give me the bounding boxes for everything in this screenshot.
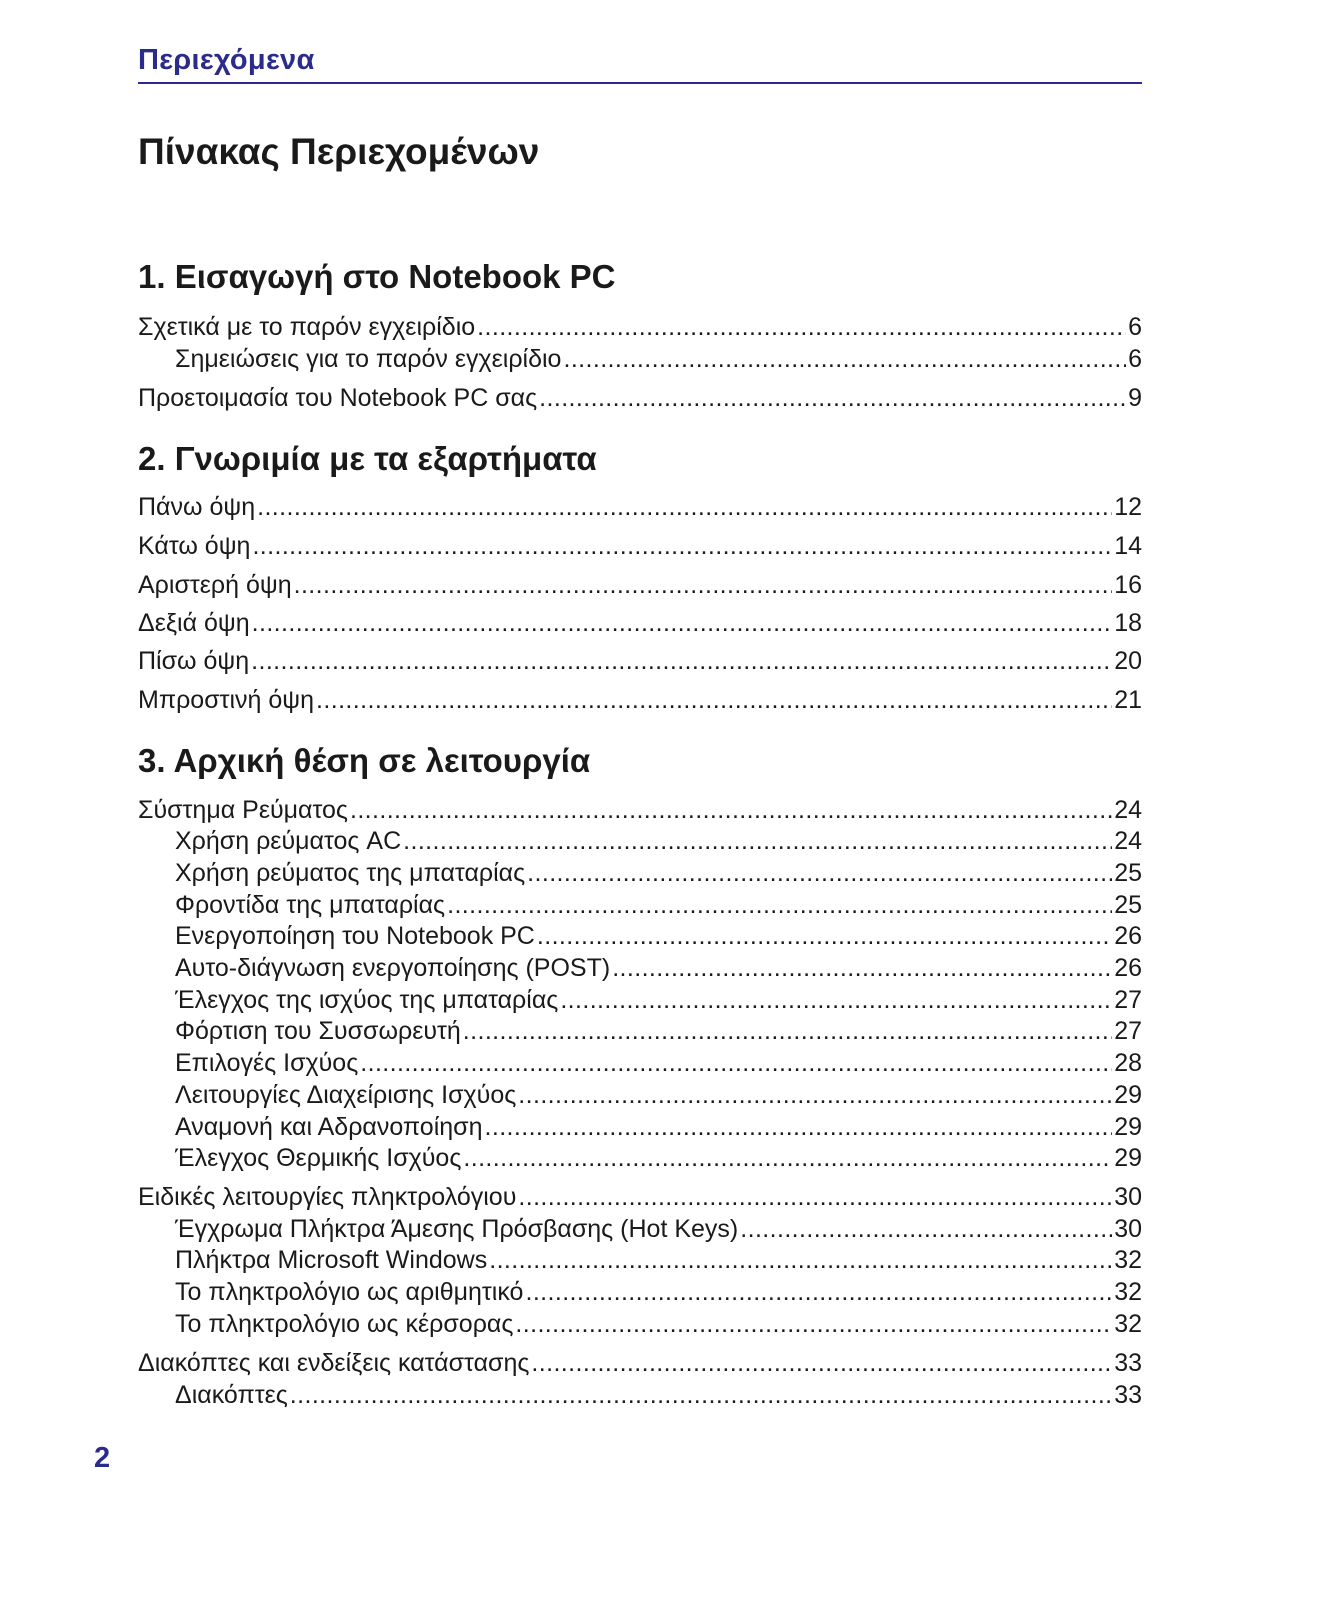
toc-entry-page: 30 [1114, 1183, 1142, 1211]
toc-entry-label: Αναμονή και Αδρανοποίηση [175, 1113, 483, 1141]
dot-leader [539, 383, 1126, 413]
toc-entry-label: Το πληκτρολόγιο ως αριθμητικό [175, 1278, 524, 1306]
dot-leader [463, 1143, 1112, 1173]
toc-entry-page: 6 [1128, 313, 1142, 341]
toc-entry-label: Αριστερή όψη [138, 571, 292, 599]
toc-entry-label: Σημειώσεις για το παρόν εγχειρίδιο [175, 345, 562, 373]
toc-entry-label: Δεξιά όψη [138, 609, 250, 637]
dot-leader [252, 531, 1112, 561]
dot-leader [257, 492, 1112, 522]
toc-entry[interactable] [175, 826, 1142, 856]
page-title: Πίνακας Περιεχομένων [138, 131, 540, 172]
toc-entry-page: 32 [1114, 1246, 1142, 1274]
toc-entry[interactable] [138, 608, 1142, 638]
dot-leader [515, 1309, 1112, 1339]
dot-leader [612, 953, 1112, 983]
toc-entry-label: Προετοιμασία του Notebook PC σας [138, 384, 538, 412]
dot-leader [294, 570, 1113, 600]
toc-entry[interactable] [138, 383, 1142, 413]
toc-entry-label: Διακόπτες και ενδείξεις κατάστασης [138, 1349, 530, 1377]
dot-leader [252, 608, 1113, 638]
toc-entry-label: Σχετικά με το παρόν εγχειρίδιο [138, 313, 476, 341]
toc-entry[interactable] [175, 1048, 1142, 1078]
toc-entry-page: 21 [1114, 686, 1142, 714]
dot-leader [477, 312, 1126, 342]
toc-entry-page: 25 [1114, 891, 1142, 919]
toc-entry[interactable] [175, 1112, 1142, 1142]
toc-entry-label: Επιλογές Ισχύος [175, 1049, 359, 1077]
toc-entry-page: 32 [1114, 1310, 1142, 1338]
toc-entry-page: 12 [1114, 493, 1142, 521]
toc-entry[interactable] [175, 1309, 1142, 1339]
toc-entry[interactable] [175, 921, 1142, 951]
toc-entry-label: Κάτω όψη [138, 532, 251, 560]
toc-entry-page: 24 [1114, 827, 1142, 855]
dot-leader [518, 1182, 1112, 1212]
toc-entry-label: Φόρτιση του Συσσωρευτή [175, 1017, 461, 1045]
toc-entry[interactable] [138, 312, 1142, 342]
toc-entry[interactable] [138, 1182, 1142, 1212]
toc-entry-label: Πλήκτρα Microsoft Windows [175, 1246, 488, 1274]
toc-entry-label: Μπροστινή όψη [138, 686, 315, 714]
toc-entry[interactable] [175, 1245, 1142, 1275]
toc-entry[interactable] [138, 531, 1142, 561]
toc-entry-page: 26 [1114, 922, 1142, 950]
toc-entry-label: Έγχρωμα Πλήκτρα Άμεσης Πρόσβασης (Hot Keys) [175, 1215, 739, 1243]
dot-leader [403, 826, 1112, 856]
toc-entry[interactable] [138, 795, 1142, 825]
toc-entry-label: Λειτουργίες Διαχείρισης Ισχύος [175, 1081, 517, 1109]
toc-entry[interactable] [138, 492, 1142, 522]
section-heading: 3. Αρχική θέση σε λειτουργία [138, 742, 591, 779]
toc-entry-label: Ειδικές λειτουργίες πληκτρολόγιου [138, 1183, 517, 1211]
toc-entry-page: 29 [1114, 1144, 1142, 1172]
dot-leader [316, 685, 1112, 715]
dot-leader [360, 1048, 1112, 1078]
toc-entry-label: Διακόπτες [175, 1381, 288, 1409]
toc-entry-page: 26 [1114, 954, 1142, 982]
dot-leader [740, 1214, 1112, 1244]
toc-entry-page: 9 [1128, 384, 1142, 412]
toc-entry-page: 18 [1114, 609, 1142, 637]
toc-entry-page: 32 [1114, 1278, 1142, 1306]
running-header: Περιεχόμενα [138, 44, 1142, 84]
dot-leader [525, 1277, 1112, 1307]
toc-entry-label: Χρήση ρεύματος της μπαταρίας [175, 859, 526, 887]
toc-entry[interactable] [175, 1143, 1142, 1173]
toc-entry-label: Ενεργοποίηση του Notebook PC [175, 922, 535, 950]
toc-entry-label: Πίσω όψη [138, 647, 250, 675]
toc-entry[interactable] [138, 646, 1142, 676]
toc-entry-label: Αυτο-διάγνωση ενεργοποίησης (POST) [175, 954, 611, 982]
toc-entry-page: 30 [1114, 1215, 1142, 1243]
page-number: 2 [94, 1442, 111, 1474]
toc-entry-page: 24 [1114, 796, 1142, 824]
toc-entry-page: 20 [1114, 647, 1142, 675]
toc-entry-page: 29 [1114, 1113, 1142, 1141]
toc-entry[interactable] [138, 1348, 1142, 1378]
toc-entry-label: Σύστημα Ρεύματος [138, 796, 348, 824]
dot-leader [560, 985, 1112, 1015]
toc-entry-label: Πάνω όψη [138, 493, 256, 521]
toc-entry[interactable] [175, 1080, 1142, 1110]
toc-entry-label: Έλεγχος Θερμικής Ισχύος [175, 1144, 462, 1172]
toc-entry-page: 25 [1114, 859, 1142, 887]
toc-entry-page: 16 [1114, 571, 1142, 599]
toc-entry[interactable] [175, 985, 1142, 1015]
toc-entry[interactable] [175, 1277, 1142, 1307]
dot-leader [518, 1080, 1112, 1110]
toc-entry-label: Φροντίδα της μπαταρίας [175, 891, 446, 919]
toc-entry-page: 27 [1114, 986, 1142, 1014]
dot-leader [489, 1245, 1112, 1275]
dot-leader [447, 890, 1112, 920]
dot-leader [531, 1348, 1112, 1378]
toc-entry[interactable] [175, 1380, 1142, 1410]
dot-leader [463, 1016, 1112, 1046]
dot-leader [527, 858, 1112, 888]
toc-entry[interactable] [175, 1214, 1142, 1244]
section-heading: 2. Γνωριμία με τα εξαρτήματα [138, 440, 597, 477]
toc-entry-label: Έλεγχος της ισχύος της μπαταρίας [175, 986, 559, 1014]
toc-entry[interactable] [175, 890, 1142, 920]
toc-entry-page: 29 [1114, 1081, 1142, 1109]
toc-entry[interactable] [175, 953, 1142, 983]
dot-leader [537, 921, 1112, 951]
toc-entry-page: 14 [1114, 532, 1142, 560]
dot-leader [251, 646, 1112, 676]
toc-entry[interactable] [138, 685, 1142, 715]
toc-entry-page: 33 [1114, 1349, 1142, 1377]
toc-entry[interactable] [175, 858, 1142, 888]
toc-entry[interactable] [175, 1016, 1142, 1046]
toc-entry-page: 28 [1114, 1049, 1142, 1077]
section-heading: 1. Εισαγωγή στο Notebook PC [138, 258, 616, 295]
toc-entry-label: Το πληκτρολόγιο ως κέρσορας [175, 1310, 514, 1338]
dot-leader [290, 1380, 1112, 1410]
toc-entry-page: 27 [1114, 1017, 1142, 1045]
toc-entry[interactable] [175, 344, 1142, 374]
toc-entry-page: 6 [1128, 345, 1142, 373]
dot-leader [485, 1112, 1113, 1142]
toc-entry-page: 33 [1114, 1381, 1142, 1409]
toc-entry-label: Χρήση ρεύματος AC [175, 827, 402, 855]
dot-leader [563, 344, 1126, 374]
toc-entry[interactable] [138, 570, 1142, 600]
dot-leader [350, 795, 1112, 825]
